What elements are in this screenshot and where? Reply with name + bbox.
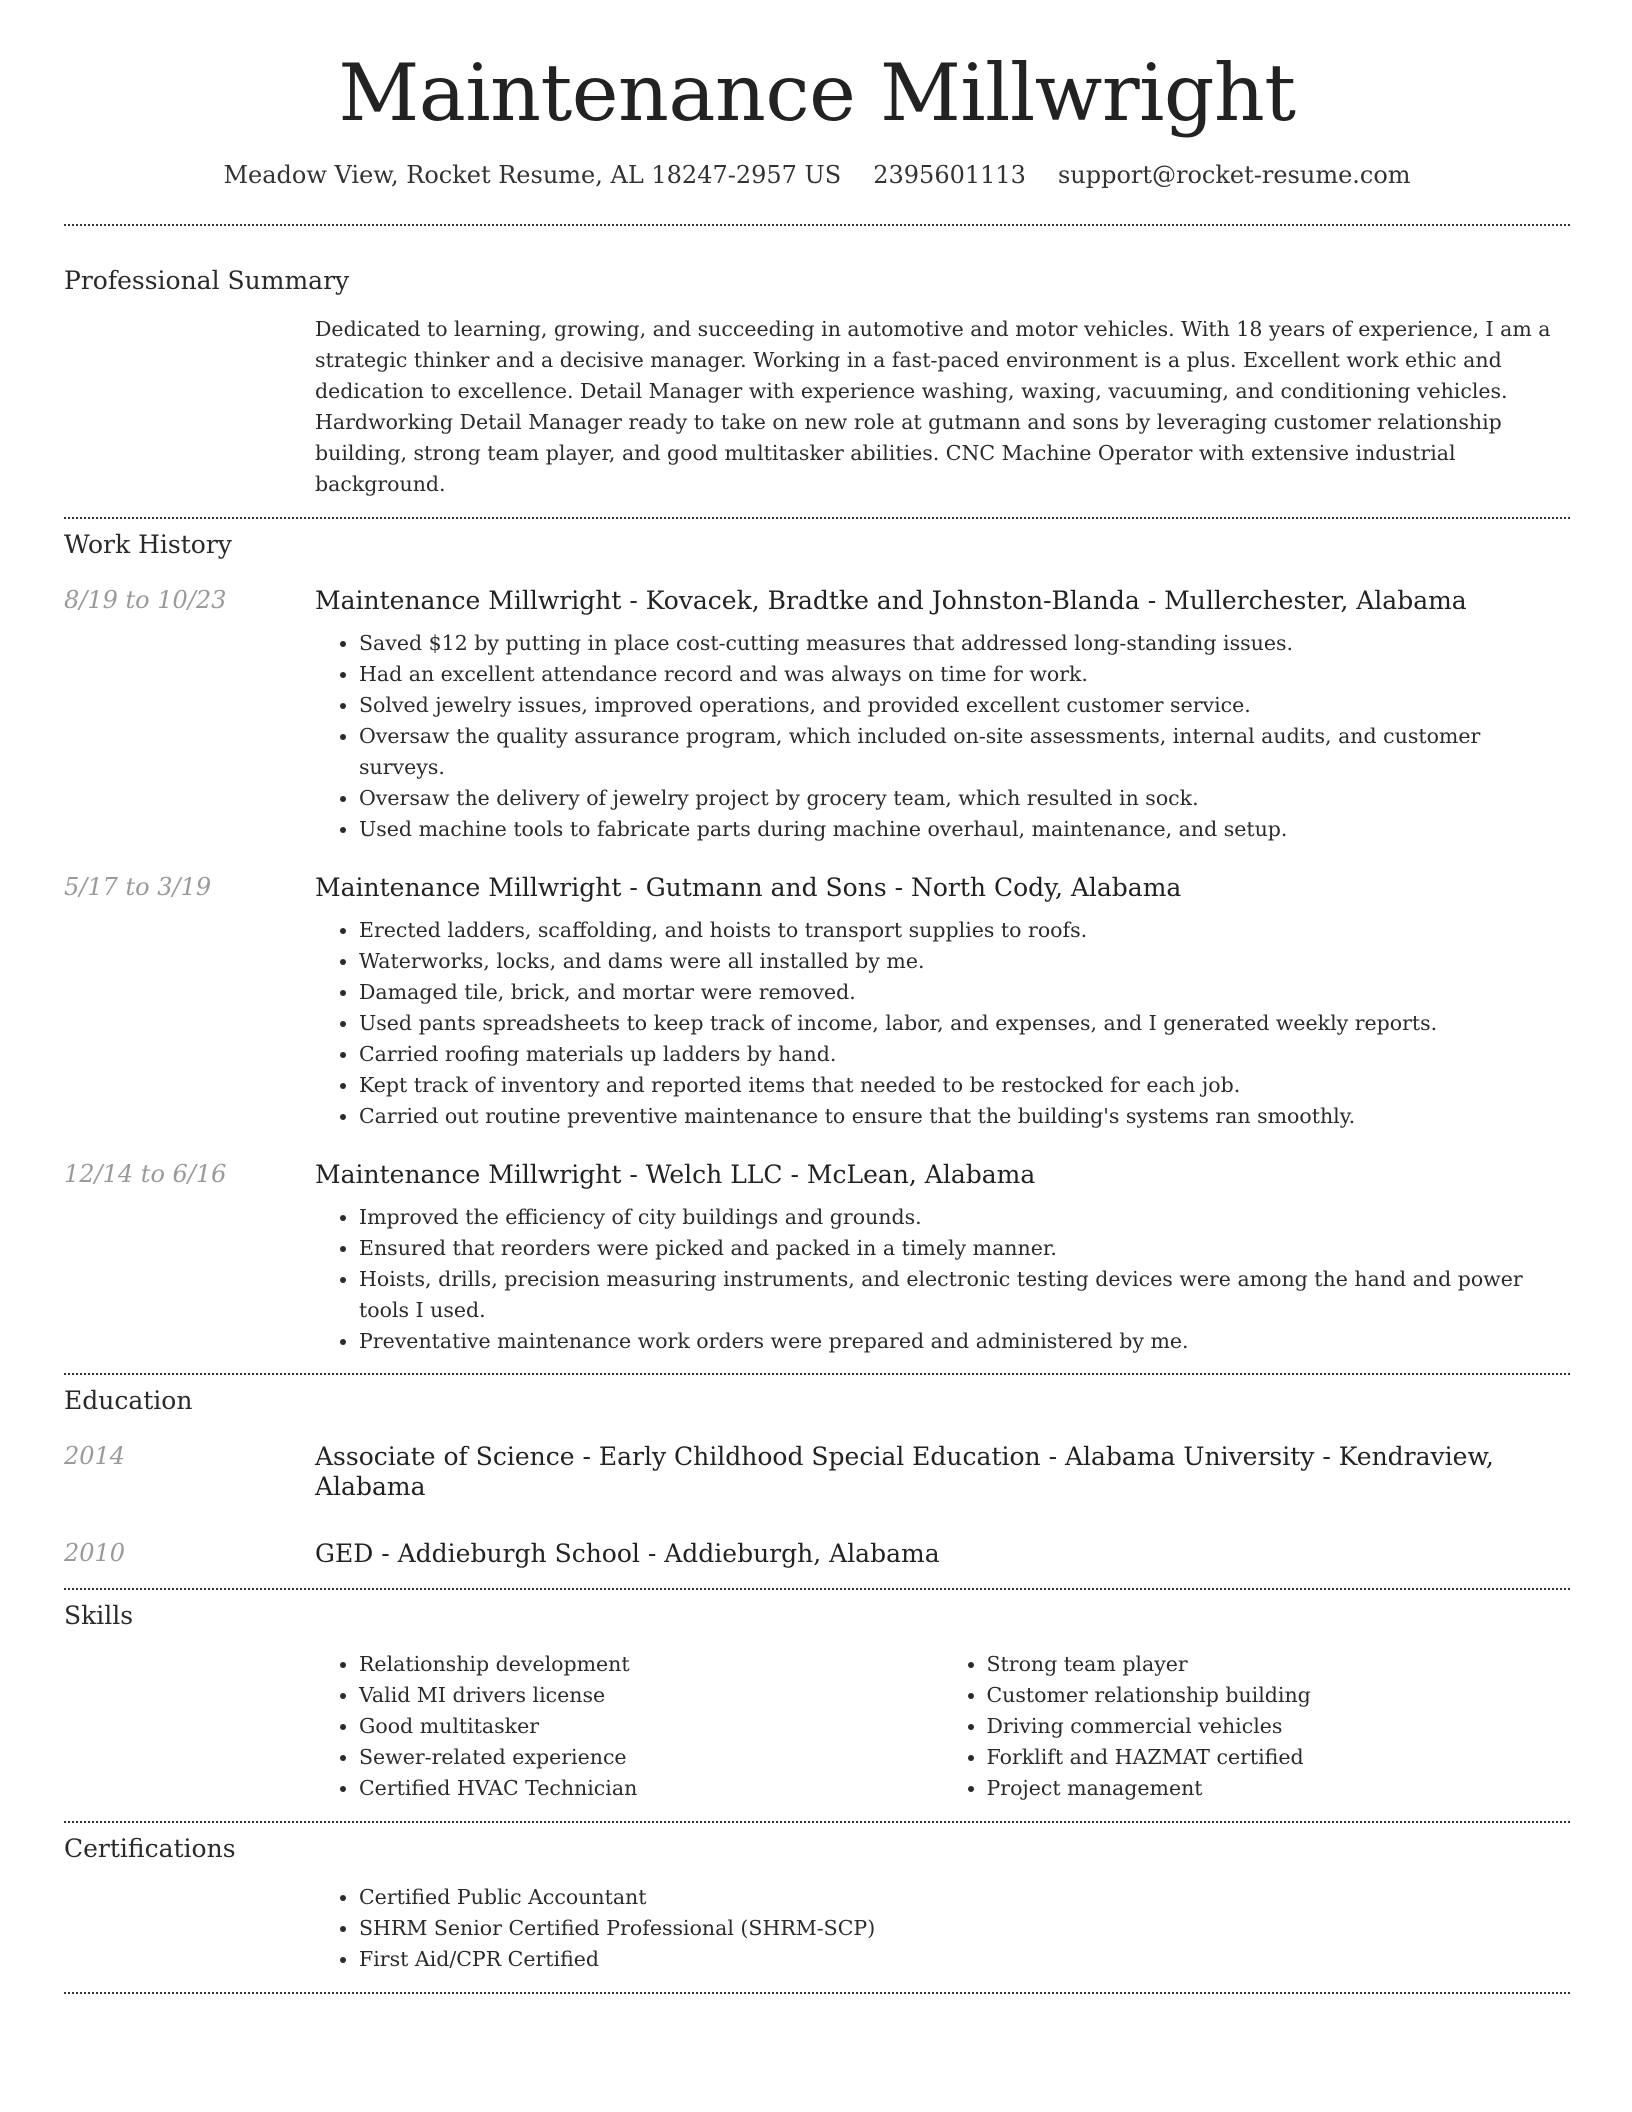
summary-section: [64, 226, 1570, 500]
list-item: • First Aid/CPR Certified: [359, 1944, 1570, 1975]
email: support@rocket-resume.com: [1057, 160, 1411, 189]
list-item: • Valid MI drivers license: [359, 1680, 943, 1711]
job-entry: [64, 873, 1570, 1132]
list-item: • Good multitasker: [359, 1711, 943, 1742]
list-item: • Used machine tools to fabricate parts during machine overhaul, maintenance, and setup.: [359, 814, 1570, 845]
list-item: • Certified HVAC Technician: [359, 1773, 943, 1804]
list-item: • Project management: [987, 1773, 1571, 1804]
job-dates: 5/17 to 3/19: [64, 872, 212, 901]
education-entry: [64, 1442, 1570, 1502]
education-year: 2010: [64, 1538, 126, 1567]
skills-column-1: [315, 1649, 943, 1804]
list-item: • Preventative maintenance work orders were prepared and administered by me.: [359, 1326, 1570, 1357]
list-item: • Carried roofing materials up ladders by hand.: [359, 1039, 1570, 1070]
job-bullets: [315, 628, 1570, 845]
work-history-section: [64, 519, 1570, 1357]
education-entry: [64, 1539, 1570, 1569]
summary-title: Professional Summary: [64, 265, 350, 295]
skills-title: Skills: [64, 1600, 134, 1630]
list-item: • Oversaw the quality assurance program, which included on-site assessments, internal audits, and customer surveys.: [359, 721, 1570, 783]
list-item: • Damaged tile, brick, and mortar were removed.: [359, 977, 1570, 1008]
skills-grid: [315, 1649, 1570, 1804]
address: Meadow View, Rocket Resume, AL 18247-2957 US: [223, 160, 842, 189]
job-bullets: [315, 915, 1570, 1132]
job-entry: [64, 1160, 1570, 1357]
list-item: • Ensured that reorders were picked and packed in a timely manner.: [359, 1233, 1570, 1264]
summary-text: Dedicated to learning, growing, and succeeding in automotive and motor vehicles. With 18 years of experience, I am a strategic thinker and a decisive manager. Working in a fast-paced environment is a plus. Excellent work ethic and dedication to excellence. Detail Manager with experience washing, waxing, vacuuming, and conditioning vehicles. Hardworking Detail Manager ready to take on new role at gutmann and sons by leveraging customer relationship building, strong team player, and good multitasker abilities. CNC Machine Operator with extensive industrial background.: [315, 316, 1551, 496]
skills-section: [64, 1590, 1570, 1804]
list-item: • Sewer-related experience: [359, 1742, 943, 1773]
job-heading: Maintenance Millwright - Gutmann and Sons - North Cody, Alabama: [315, 872, 1182, 902]
job-dates: 8/19 to 10/23: [64, 585, 227, 614]
list-item: • Saved $12 by putting in place cost-cutting measures that addressed long-standing issues.: [359, 628, 1570, 659]
certifications-list: [315, 1882, 1570, 1975]
list-item: • Forklift and HAZMAT certified: [987, 1742, 1571, 1773]
job-dates: 12/14 to 6/16: [64, 1159, 227, 1188]
contact-line: [64, 161, 1570, 190]
job-bullets: [315, 1202, 1570, 1357]
list-item: • Oversaw the delivery of jewelry project by grocery team, which resulted in sock.: [359, 783, 1570, 814]
candidate-name: Maintenance Millwright: [338, 47, 1296, 139]
list-item: • Waterworks, locks, and dams were all installed by me.: [359, 946, 1570, 977]
job-heading: Maintenance Millwright - Kovacek, Bradtke and Johnston-Blanda - Mullerchester, Alabama: [315, 585, 1467, 615]
list-item: • Hoists, drills, precision measuring instruments, and electronic testing devices were among the hand and power tools I used.: [359, 1264, 1570, 1326]
education-heading: GED - Addieburgh School - Addieburgh, Alabama: [315, 1538, 940, 1568]
job-heading: Maintenance Millwright - Welch LLC - McLean, Alabama: [315, 1159, 1036, 1189]
list-item: • Certified Public Accountant: [359, 1882, 1570, 1913]
list-item: • Had an excellent attendance record and was always on time for work.: [359, 659, 1570, 690]
education-year: 2014: [64, 1441, 126, 1470]
job-entry: [64, 586, 1570, 845]
list-item: • Strong team player: [987, 1649, 1571, 1680]
list-item: • Relationship development: [359, 1649, 943, 1680]
list-item: • Carried out routine preventive maintenance to ensure that the building's systems ran smoothly.: [359, 1101, 1570, 1132]
list-item: • Improved the efficiency of city buildings and grounds.: [359, 1202, 1570, 1233]
certifications-section: [64, 1823, 1570, 1975]
list-item: • Customer relationship building: [987, 1680, 1571, 1711]
phone: 2395601113: [873, 160, 1026, 189]
education-section: [64, 1375, 1570, 1569]
list-item: • Erected ladders, scaffolding, and hoists to transport supplies to roofs.: [359, 915, 1570, 946]
resume-header: [64, 47, 1570, 190]
list-item: • SHRM Senior Certified Professional (SHRM-SCP): [359, 1913, 1570, 1944]
list-item: • Solved jewelry issues, improved operations, and provided excellent customer service.: [359, 690, 1570, 721]
divider: [64, 1992, 1570, 1994]
education-heading: Associate of Science - Early Childhood Special Education - Alabama University - Kendraview, Alabama: [315, 1441, 1494, 1501]
certifications-title: Certifications: [64, 1833, 236, 1863]
education-title: Education: [64, 1385, 193, 1415]
list-item: • Driving commercial vehicles: [987, 1711, 1571, 1742]
work-history-title: Work History: [64, 529, 232, 559]
list-item: • Used pants spreadsheets to keep track of income, labor, and expenses, and I generated weekly reports.: [359, 1008, 1570, 1039]
list-item: • Kept track of inventory and reported items that needed to be restocked for each job.: [359, 1070, 1570, 1101]
skills-column-2: [943, 1649, 1571, 1804]
